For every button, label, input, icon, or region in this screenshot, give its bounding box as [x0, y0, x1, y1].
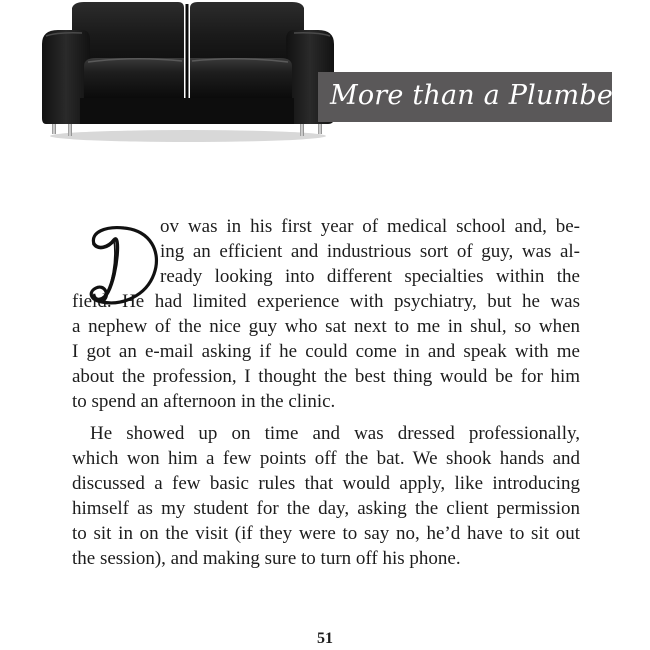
drop-cap-d — [80, 222, 166, 308]
text-line: which won him a few points off the bat. We shook hands and — [72, 448, 580, 469]
text-line: a nephew of the nice guy who sat next to me in shul, so when — [72, 316, 580, 337]
text-line: field. He had limited experience with psychiatry, but he was — [72, 291, 580, 312]
text-line: ready looking into different specialties within the — [160, 266, 580, 287]
text-line: discussed a few basic rules that would apply, like introducing — [72, 473, 580, 494]
text-line: the session), and making sure to turn off his phone. — [72, 548, 461, 569]
text-line: ing an efficient and industrious sort of guy, was al- — [160, 241, 580, 262]
text-line: himself as my student for the day, asking the client permission — [72, 498, 580, 519]
text-line: I got an e-mail asking if he could come in and speak with me — [72, 341, 580, 362]
chapter-title-banner — [318, 72, 627, 122]
text-line: to spend an afternoon in the clinic. — [72, 391, 336, 412]
paragraph-2 — [72, 421, 580, 571]
chapter-title: More than a Plumber — [330, 80, 627, 111]
text-line: ov was in his first year of medical school and, be- — [160, 216, 580, 237]
page-number: 51 — [317, 630, 333, 647]
sofa-illustration — [38, 0, 338, 145]
text-line: about the profession, I thought the best thing would be for him — [72, 366, 580, 387]
text-line: He showed up on time and was dressed professionally, — [90, 423, 580, 444]
text-line: to sit in on the visit (if they were to say no, he’d have to sit out — [72, 523, 580, 544]
body-text — [72, 214, 580, 571]
